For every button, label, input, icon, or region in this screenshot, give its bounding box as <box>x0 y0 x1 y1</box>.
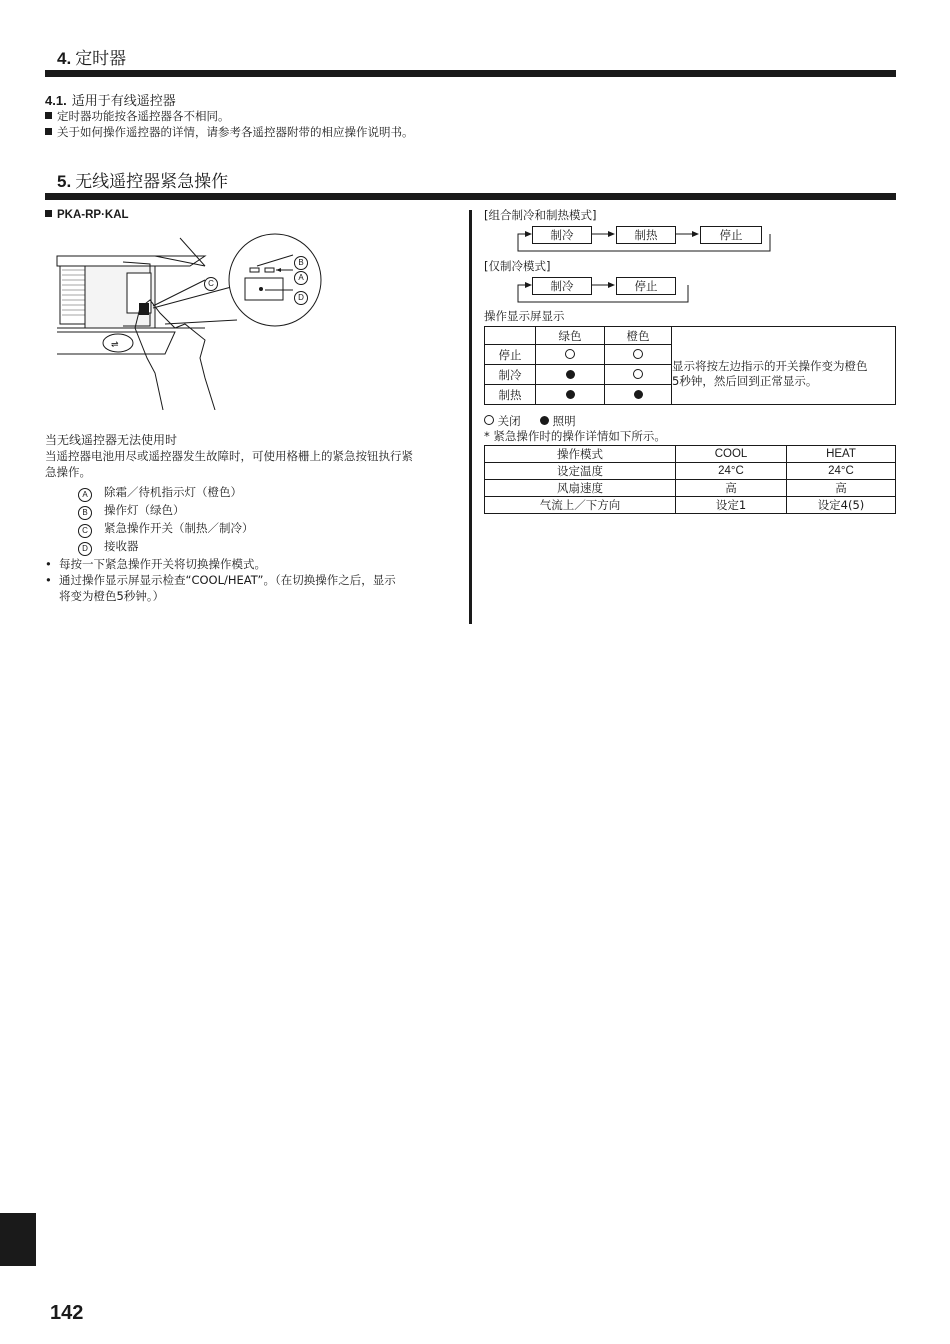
open-circle-icon <box>633 349 643 359</box>
dot-bullet-text: 每按一下紧急操作开关将切换操作模式。 <box>59 557 266 571</box>
square-bullet-icon <box>45 128 52 135</box>
flow-step-cool: 制冷 <box>532 226 592 244</box>
table-row <box>485 463 896 480</box>
model-name: PKA-RP·KAL <box>57 209 129 221</box>
table-cell: 风扇速度 <box>485 480 676 497</box>
table-cell: 24°C <box>787 463 896 480</box>
dot-bullet-text: 将变为橙色5秒钟。） <box>59 589 165 603</box>
table-cell: 设定4(5) <box>787 497 896 514</box>
open-circle-icon <box>565 349 575 359</box>
legend-item-a <box>78 484 460 502</box>
filled-circle-icon <box>566 390 575 399</box>
status-cell <box>536 345 605 365</box>
left-text-block <box>45 432 460 604</box>
filled-circle-icon <box>566 370 575 379</box>
table-header-cell: 橙色 <box>605 327 672 345</box>
label-a-icon <box>294 264 308 285</box>
section-5-number: 5. <box>57 172 72 191</box>
column-divider <box>469 210 472 624</box>
display-title: 操作显示屏显示 <box>484 309 565 323</box>
status-cell <box>536 385 605 405</box>
letter-b-icon: B <box>78 506 92 520</box>
status-cell <box>536 365 605 385</box>
legend-items <box>45 484 460 556</box>
table-cell: 设定1 <box>676 497 787 514</box>
flow-step-stop-only: 停止 <box>616 277 676 295</box>
dot-bullet <box>45 556 460 572</box>
section-41-bullet <box>45 124 414 140</box>
label-c-text: C <box>204 277 218 291</box>
open-circle-icon <box>484 415 494 425</box>
label-d-text: D <box>294 291 308 305</box>
section-41-bullet <box>45 108 414 124</box>
legend-item-text: 操作灯（绿色） <box>104 503 185 517</box>
table-cell: 24°C <box>676 463 787 480</box>
magnified-panel <box>225 230 325 330</box>
legend-item-text: 除霜／待机指示灯（橙色） <box>104 485 242 499</box>
section-5-rule <box>45 193 896 200</box>
table-cell: 设定温度 <box>485 463 676 480</box>
status-cell <box>605 365 672 385</box>
dot-bullet-icon: • <box>45 573 52 587</box>
model-label <box>45 209 129 221</box>
row-label: 制热 <box>485 385 536 405</box>
filled-circle-icon <box>540 416 549 425</box>
display-note-line: 5秒钟，然后回到正常显示。 <box>672 374 818 389</box>
status-legend <box>484 413 576 429</box>
table-header-cell <box>485 327 536 345</box>
table-cell: 气流上／下方向 <box>485 497 676 514</box>
section-41-title: 适用于有线遥控器 <box>71 94 176 109</box>
legend-off-label: 关闭 <box>497 414 521 428</box>
section-4-title: 定时器 <box>75 49 127 69</box>
square-bullet-icon <box>45 210 52 217</box>
detail-note: * 紧急操作时的操作详情如下所示。 <box>484 429 666 443</box>
svg-text:⇌: ⇌ <box>111 340 119 350</box>
flow-step-heat: 制热 <box>616 226 676 244</box>
section-41-bullet-text: 定时器功能按各遥控器各不相同。 <box>57 109 230 123</box>
letter-a-icon: A <box>78 488 92 502</box>
label-d-icon <box>294 284 308 305</box>
letter-d-icon: D <box>78 542 92 556</box>
row-label: 停止 <box>485 345 536 365</box>
legend-item-c <box>78 520 460 538</box>
dot-bullet <box>45 572 460 604</box>
dot-bullet-icon: • <box>45 557 52 571</box>
table-cell: 高 <box>676 480 787 497</box>
left-para-line: 当遥控器电池用尽或遥控器发生故障时，可使用格栅上的紧急按钮执行紧 <box>45 449 413 463</box>
cool-mode-title: [仅制冷模式] <box>484 259 551 273</box>
table-header-cell <box>672 327 896 345</box>
table-row <box>485 345 896 365</box>
label-b-text: B <box>294 256 308 270</box>
table-row <box>485 480 896 497</box>
section-5-heading <box>57 167 228 192</box>
legend-item-text: 接收器 <box>104 539 139 553</box>
legend-item-b <box>78 502 460 520</box>
display-note-cell <box>672 345 896 405</box>
legend-item-text: 紧急操作开关（制热／制冷） <box>104 521 254 535</box>
section-4-number: 4. <box>57 49 72 68</box>
left-heading: 当无线遥控器无法使用时 <box>45 433 178 447</box>
section-41-heading <box>45 90 176 109</box>
row-label: 制冷 <box>485 365 536 385</box>
display-table <box>484 326 896 405</box>
section-41-bullet-text: 关于如何操作遥控器的详情，请参考各遥控器附带的相应操作说明书。 <box>57 125 414 139</box>
left-para-line: 急操作。 <box>45 465 91 479</box>
section-5-title: 无线遥控器紧急操作 <box>75 172 229 192</box>
label-c-icon <box>204 270 218 291</box>
display-note-line: 显示将按左边指示的开关操作变为橙色 <box>672 359 868 374</box>
section-4-rule <box>45 70 896 77</box>
page-number: 142 <box>50 1302 84 1324</box>
mode-table <box>484 445 896 514</box>
table-header-cell: COOL <box>676 446 787 463</box>
status-cell <box>605 345 672 365</box>
table-header-cell: 绿色 <box>536 327 605 345</box>
filled-circle-icon <box>634 390 643 399</box>
flow-step-stop: 停止 <box>700 226 762 244</box>
letter-c-icon: C <box>78 524 92 538</box>
table-row <box>485 327 896 345</box>
table-row <box>485 446 896 463</box>
page-edge-tab <box>0 1213 36 1266</box>
section-41-bullet-list <box>45 108 414 140</box>
legend-on-label: 照明 <box>552 414 576 428</box>
flow-step-cool-only: 制冷 <box>532 277 592 295</box>
square-bullet-icon <box>45 112 52 119</box>
status-cell <box>605 385 672 405</box>
table-header-cell: 操作模式 <box>485 446 676 463</box>
legend-item-d <box>78 538 460 556</box>
dot-bullet-text: 通过操作显示屏显示检查“COOL/HEAT”。（在切换操作之后，显示 <box>59 573 396 587</box>
label-a-text: A <box>294 271 308 285</box>
section-4-heading <box>57 44 126 69</box>
open-circle-icon <box>633 369 643 379</box>
section-41-number: 4.1. <box>45 93 67 108</box>
table-row <box>485 497 896 514</box>
table-header-cell: HEAT <box>787 446 896 463</box>
combo-mode-title: [组合制冷和制热模式] <box>484 208 597 222</box>
table-cell: 高 <box>787 480 896 497</box>
